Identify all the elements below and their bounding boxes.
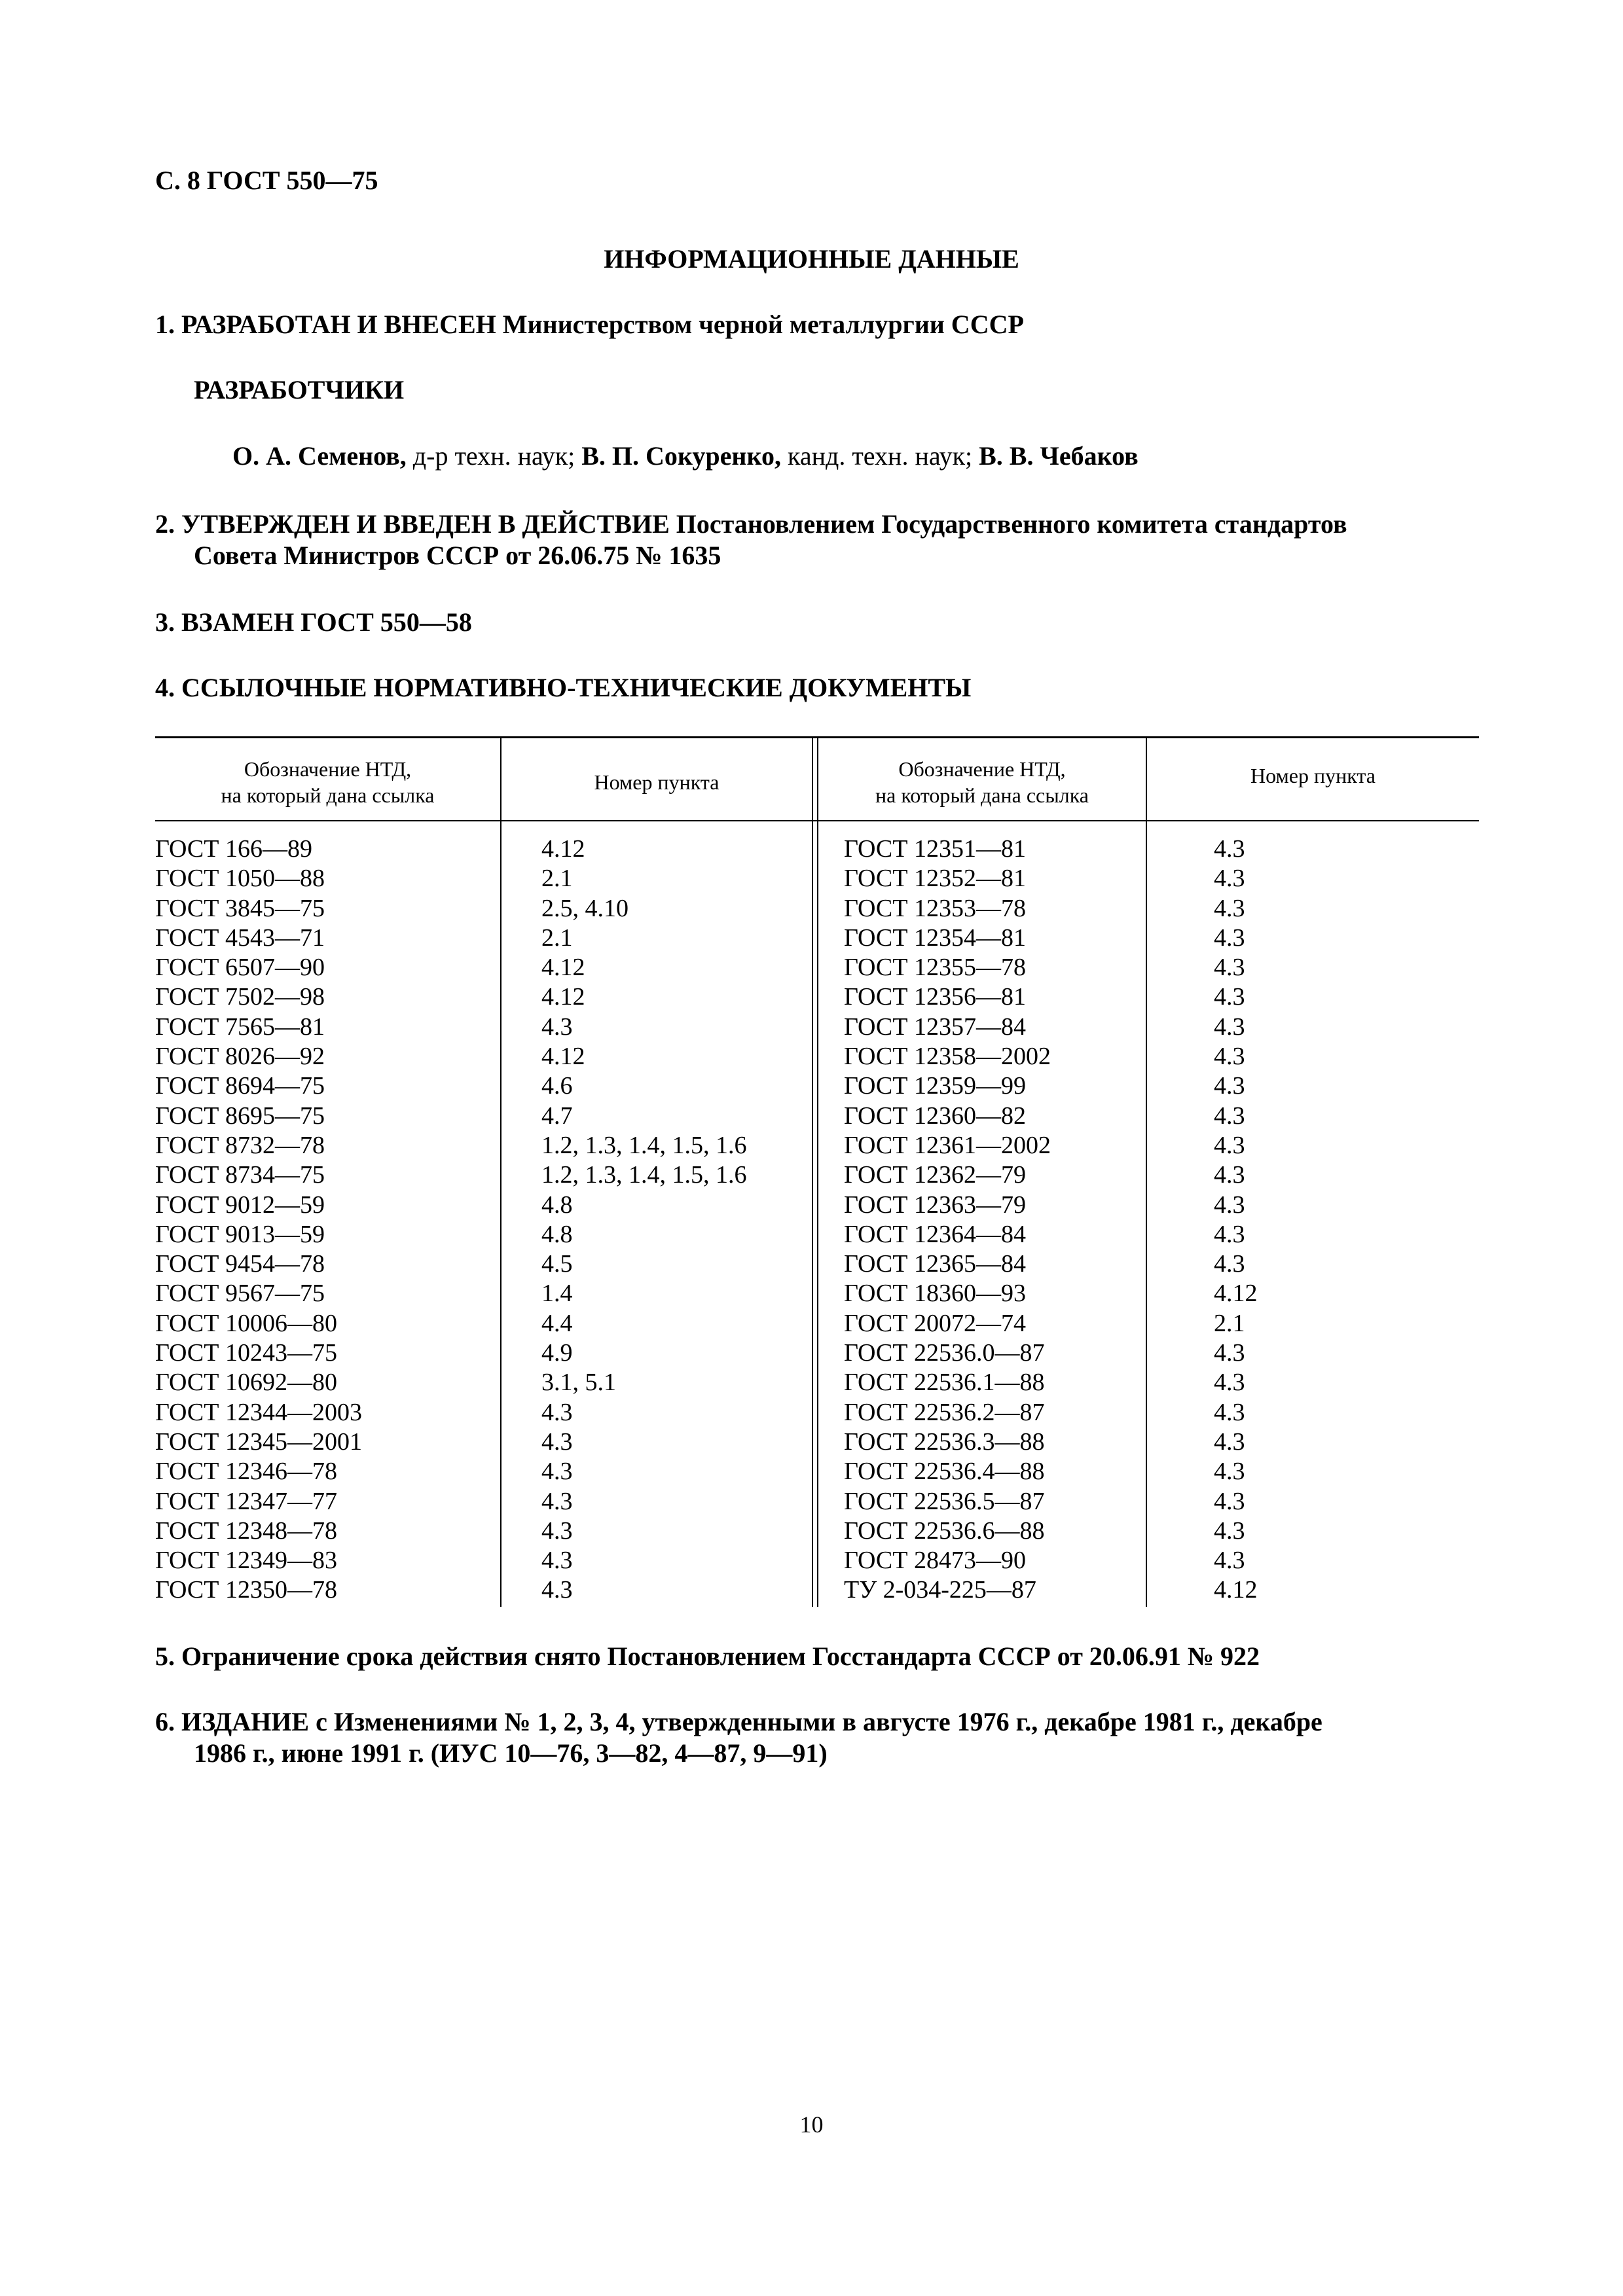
table-cell-doc: ГОСТ 12350—78 <box>155 1576 337 1604</box>
author-name: В. П. Сокуренко, <box>581 441 781 471</box>
table-cell-doc: ГОСТ 12360—82 <box>844 1102 1026 1130</box>
table-cell-doc: ГОСТ 6507—90 <box>155 954 325 982</box>
table-cell-item: 4.3 <box>1214 1427 1245 1456</box>
item-1 <box>155 309 1024 340</box>
table-cell-doc: ГОСТ 9013—59 <box>155 1220 325 1248</box>
table-cell-item: 4.3 <box>541 1427 573 1456</box>
table-cell-item: 4.3 <box>541 1516 573 1545</box>
author-title: канд. техн. наук; <box>780 441 979 471</box>
table-cell-doc: ГОСТ 8695—75 <box>155 1102 325 1130</box>
item-5: 5. Ограничение срока действия снято Постановлением Госстандарта СССР от 20.06.91 № 922 <box>155 1641 1260 1671</box>
table-cell-item: 4.3 <box>1214 1398 1245 1426</box>
table-cell-item: 2.1 <box>541 924 573 952</box>
table-cell-doc: ГОСТ 7565—81 <box>155 1013 325 1041</box>
table-cell-doc: ГОСТ 22536.0—87 <box>844 1339 1045 1367</box>
table-cell-doc: ГОСТ 12356—81 <box>844 983 1026 1011</box>
table-cell-doc: ГОСТ 12355—78 <box>844 954 1026 982</box>
column-divider <box>1146 736 1147 1607</box>
table-cell-doc: ГОСТ 22536.6—88 <box>844 1516 1045 1545</box>
table-cell-doc: ГОСТ 7502—98 <box>155 983 325 1011</box>
table-cell-item: 4.3 <box>1214 1013 1245 1041</box>
table-cell-doc: ГОСТ 1050—88 <box>155 865 325 893</box>
column-divider <box>500 736 501 1607</box>
table-cell-item: 4.3 <box>1214 1043 1245 1071</box>
column-divider-double <box>812 736 813 1607</box>
table-cell-item: 4.3 <box>1214 1516 1245 1545</box>
table-cell-item: 4.8 <box>541 1220 573 1248</box>
table-cell-doc: ГОСТ 12358—2002 <box>844 1043 1051 1071</box>
item-1-number: 1. <box>155 310 175 339</box>
table-cell-doc: ГОСТ 12351—81 <box>844 835 1026 863</box>
table-cell-item: 4.3 <box>1214 983 1245 1011</box>
table-cell-item: 4.3 <box>541 1487 573 1515</box>
table-cell-doc: ГОСТ 12348—78 <box>155 1516 337 1545</box>
table-cell-doc: ГОСТ 22536.4—88 <box>844 1458 1045 1486</box>
table-cell-doc: ГОСТ 12357—84 <box>844 1013 1026 1041</box>
developers-heading: РАЗРАБОТЧИКИ <box>194 375 405 404</box>
table-cell-item: 4.12 <box>541 983 585 1011</box>
header-item-right: Номер пункта <box>1250 764 1376 787</box>
table-cell-doc: ГОСТ 166—89 <box>155 835 312 863</box>
table-cell-doc: ГОСТ 8026—92 <box>155 1043 325 1071</box>
table-cell-item: 4.3 <box>541 1547 573 1575</box>
column-divider-double <box>817 736 818 1607</box>
table-cell-doc: ГОСТ 12346—78 <box>155 1458 337 1486</box>
table-cell-doc: ГОСТ 28473—90 <box>844 1547 1026 1575</box>
table-cell-doc: ГОСТ 12349—83 <box>155 1547 337 1575</box>
table-cell-item: 4.3 <box>1214 835 1245 863</box>
header-doc-left: Обозначение НТД, на который дана ссылка <box>221 757 435 807</box>
right-doc-column <box>844 834 1051 1605</box>
table-cell-item: 4.3 <box>1214 954 1245 982</box>
table-cell-item: 4.3 <box>1214 1161 1245 1189</box>
table-cell-item: 4.3 <box>1214 1191 1245 1219</box>
table-cell-item: 3.1, 5.1 <box>541 1369 616 1397</box>
table-cell-doc: ГОСТ 10006—80 <box>155 1309 337 1337</box>
table-cell-doc: ГОСТ 4543—71 <box>155 924 325 952</box>
table-cell-item: 4.3 <box>1214 1102 1245 1130</box>
table-cell-doc: ГОСТ 12353—78 <box>844 894 1026 922</box>
table-cell-item: 4.8 <box>541 1191 573 1219</box>
item-1-text: РАЗРАБОТАН И ВНЕСЕН Министерством черной металлургии СССР <box>181 310 1024 339</box>
table-cell-doc: ГОСТ 8734—75 <box>155 1161 325 1189</box>
table-cell-doc: ГОСТ 12362—79 <box>844 1161 1026 1189</box>
authors-line <box>232 440 1139 471</box>
table-cell-doc: ГОСТ 12363—79 <box>844 1191 1026 1219</box>
item-3: 3. ВЗАМЕН ГОСТ 550—58 <box>155 607 472 637</box>
table-cell-item: 4.3 <box>1214 1220 1245 1248</box>
table-cell-item: 4.3 <box>1214 865 1245 893</box>
table-cell-doc: ГОСТ 12361—2002 <box>844 1131 1051 1159</box>
table-cell-doc: ГОСТ 12354—81 <box>844 924 1026 952</box>
table-cell-item: 4.12 <box>1214 1576 1258 1604</box>
table-cell-item: 4.3 <box>541 1576 573 1604</box>
table-cell-doc: ГОСТ 8732—78 <box>155 1131 325 1159</box>
table-cell-item: 4.3 <box>541 1013 573 1041</box>
author-title: д-р техн. наук; <box>406 441 582 471</box>
item-6-line2: 1986 г., июне 1991 г. (ИУС 10—76, 3—82, 4—87, 9—91) <box>194 1738 828 1768</box>
table-cell-item: 4.9 <box>541 1339 573 1367</box>
table-cell-item: 4.3 <box>1214 894 1245 922</box>
author-name: О. А. Семенов, <box>232 441 407 471</box>
table-cell-item: 4.3 <box>1214 1131 1245 1159</box>
author-name: В. В. Чебаков <box>979 441 1139 471</box>
table-cell-item: 1.2, 1.3, 1.4, 1.5, 1.6 <box>541 1131 747 1159</box>
table-cell-doc: ГОСТ 8694—75 <box>155 1072 325 1100</box>
header-doc-right: Обозначение НТД, на который дана ссылка <box>875 757 1089 807</box>
table-cell-item: 4.3 <box>1214 924 1245 952</box>
table-cell-item: 4.3 <box>541 1458 573 1486</box>
table-cell-doc: ГОСТ 9567—75 <box>155 1280 325 1308</box>
item-6-line1: 6. ИЗДАНИЕ с Изменениями № 1, 2, 3, 4, утвержденными в августе 1976 г., декабре 1981 г., декабре <box>155 1707 1322 1736</box>
table-cell-item: 4.3 <box>1214 1339 1245 1367</box>
table-cell-doc: ГОСТ 22536.2—87 <box>844 1398 1045 1426</box>
table-cell-item: 4.3 <box>1214 1458 1245 1486</box>
table-cell-doc: ГОСТ 22536.1—88 <box>844 1369 1045 1397</box>
section-title: ИНФОРМАЦИОННЫЕ ДАННЫЕ <box>604 244 1019 274</box>
table-cell-doc: ГОСТ 3845—75 <box>155 894 325 922</box>
table-cell-item: 4.3 <box>1214 1547 1245 1575</box>
table-cell-doc: ГОСТ 12359—99 <box>844 1072 1026 1100</box>
item-2-line2: Совета Министров СССР от 26.06.75 № 1635 <box>194 541 721 570</box>
right-item-column <box>1214 834 1258 1605</box>
item-4: 4. ССЫЛОЧНЫЕ НОРМАТИВНО-ТЕХНИЧЕСКИЕ ДОКУМЕНТЫ <box>155 673 972 702</box>
table-cell-item: 4.4 <box>541 1309 573 1337</box>
item-2-line1: 2. УТВЕРЖДЕН И ВВЕДЕН В ДЕЙСТВИЕ Постановлением Государственного комитета стандартов <box>155 509 1347 539</box>
table-cell-doc: ГОСТ 12345—2001 <box>155 1427 362 1456</box>
table-cell-item: 4.3 <box>1214 1072 1245 1100</box>
table-cell-item: 2.5, 4.10 <box>541 894 629 922</box>
table-cell-doc: ГОСТ 10243—75 <box>155 1339 337 1367</box>
table-cell-item: 4.12 <box>1214 1280 1258 1308</box>
references-table <box>155 736 1479 1607</box>
table-cell-doc: ТУ 2-034-225—87 <box>844 1576 1036 1604</box>
table-cell-item: 2.1 <box>541 865 573 893</box>
table-cell-doc: ГОСТ 22536.5—87 <box>844 1487 1045 1515</box>
table-cell-doc: ГОСТ 12347—77 <box>155 1487 337 1515</box>
table-cell-item: 4.12 <box>541 835 585 863</box>
table-cell-item: 1.2, 1.3, 1.4, 1.5, 1.6 <box>541 1161 747 1189</box>
table-cell-item: 4.3 <box>1214 1250 1245 1278</box>
page-number: 10 <box>799 2111 824 2138</box>
item-2 <box>155 509 1478 571</box>
table-cell-item: 4.12 <box>541 954 585 982</box>
table-cell-item: 1.4 <box>541 1280 573 1308</box>
table-cell-doc: ГОСТ 9454—78 <box>155 1250 325 1278</box>
table-cell-item: 4.6 <box>541 1072 573 1100</box>
table-cell-item: 4.12 <box>541 1043 585 1071</box>
table-cell-doc: ГОСТ 10692—80 <box>155 1369 337 1397</box>
table-cell-item: 4.3 <box>541 1398 573 1426</box>
table-cell-doc: ГОСТ 20072—74 <box>844 1309 1026 1337</box>
table-cell-doc: ГОСТ 18360—93 <box>844 1280 1026 1308</box>
table-cell-item: 2.1 <box>1214 1309 1245 1337</box>
table-cell-doc: ГОСТ 12364—84 <box>844 1220 1026 1248</box>
table-cell-doc: ГОСТ 12352—81 <box>844 865 1026 893</box>
table-cell-item: 4.3 <box>1214 1487 1245 1515</box>
table-cell-doc: ГОСТ 9012—59 <box>155 1191 325 1219</box>
left-item-column <box>541 834 747 1605</box>
page-header: С. 8 ГОСТ 550—75 <box>155 166 378 195</box>
item-6 <box>155 1706 1478 1769</box>
table-cell-doc: ГОСТ 22536.3—88 <box>844 1427 1045 1456</box>
table-cell-doc: ГОСТ 12344—2003 <box>155 1398 362 1426</box>
table-cell-item: 4.7 <box>541 1102 573 1130</box>
left-doc-column <box>155 834 362 1605</box>
table-cell-item: 4.5 <box>541 1250 573 1278</box>
table-cell-doc: ГОСТ 12365—84 <box>844 1250 1026 1278</box>
header-item-left: Номер пункта <box>594 770 720 794</box>
table-cell-item: 4.3 <box>1214 1369 1245 1397</box>
